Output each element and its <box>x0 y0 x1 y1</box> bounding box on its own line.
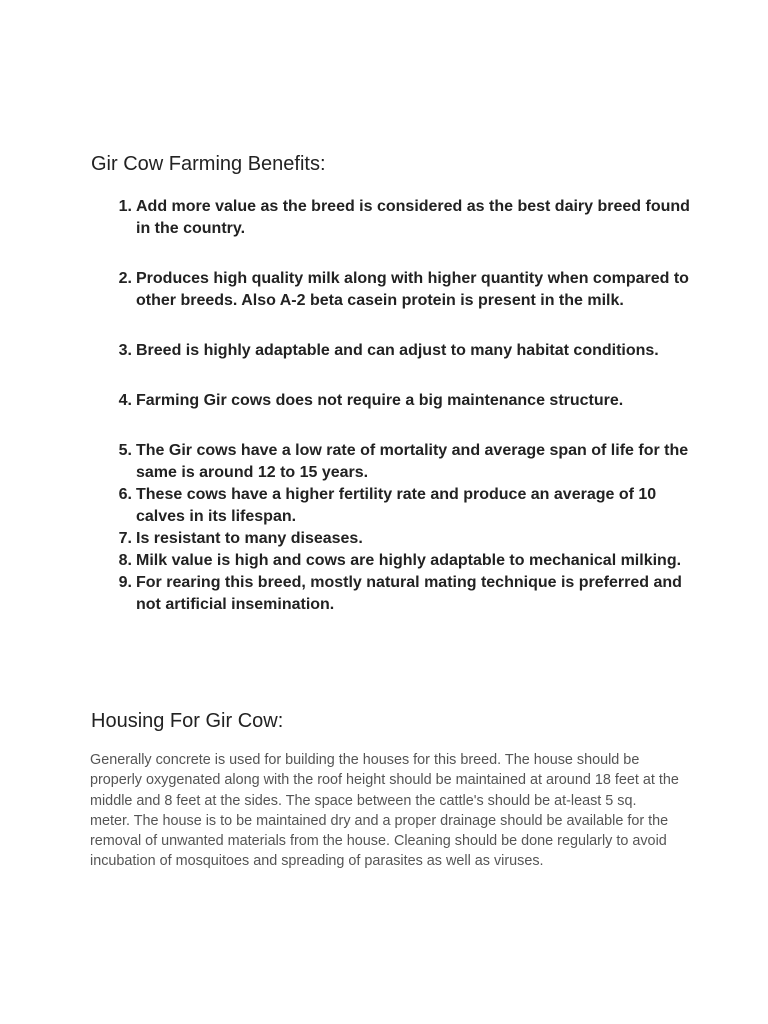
list-item-text: Add more value as the breed is considered as the best dairy breed found in the country. <box>136 198 690 237</box>
list-item-number: 8. <box>118 552 132 569</box>
list-item-number: 7. <box>118 530 132 547</box>
list-item <box>110 484 690 528</box>
list-item-number: 3. <box>118 342 132 359</box>
list-item-number: 6. <box>118 486 132 503</box>
list-item <box>110 440 690 484</box>
housing-paragraph: Generally concrete is used for building the houses for this breed. The house should be properly oxygenated along with the roof height should be maintained at around 18 feet at the middle and 8 feet at the sides. The space between the cattle's should be at-least 5 sq. meter. The house is to be maintained dry and a proper drainage should be available for the removal of unwanted materials from the house. Cleaning should be done regularly to avoid incubation of mosquitoes and spreading of parasites as well as viruses. <box>90 752 679 870</box>
list-item-text: The Gir cows have a low rate of mortality and average span of life for the same is around 12 to 15 years. <box>136 442 689 481</box>
benefits-list <box>110 196 690 616</box>
list-item <box>110 550 690 572</box>
list-item <box>110 268 690 312</box>
list-item-number: 9. <box>118 574 132 591</box>
benefits-heading: Gir Cow Farming Benefits: <box>91 153 326 175</box>
list-item-text: Is resistant to many diseases. <box>136 530 363 547</box>
list-item-text: Produces high quality milk along with higher quantity when compared to other breeds. Also A-2 beta casein protein is present in the milk. <box>136 270 689 309</box>
list-item-number: 2. <box>118 270 132 287</box>
list-item <box>110 196 690 240</box>
list-item <box>110 572 690 616</box>
list-item <box>110 340 690 362</box>
housing-heading: Housing For Gir Cow: <box>91 710 284 732</box>
list-item <box>110 390 690 412</box>
list-item-text: Farming Gir cows does not require a big maintenance structure. <box>136 392 624 409</box>
list-item-number: 1. <box>118 198 132 215</box>
list-item-text: Milk value is high and cows are highly adaptable to mechanical milking. <box>136 552 682 569</box>
list-item-text: For rearing this breed, mostly natural mating technique is preferred and not artificial insemination. <box>136 574 682 613</box>
list-item-number: 5. <box>118 442 132 459</box>
list-item-text: Breed is highly adaptable and can adjust to many habitat conditions. <box>136 342 659 359</box>
list-item-number: 4. <box>118 392 132 409</box>
list-item-text: These cows have a higher fertility rate and produce an average of 10 calves in its lifespan. <box>136 486 657 525</box>
list-item <box>110 528 690 550</box>
